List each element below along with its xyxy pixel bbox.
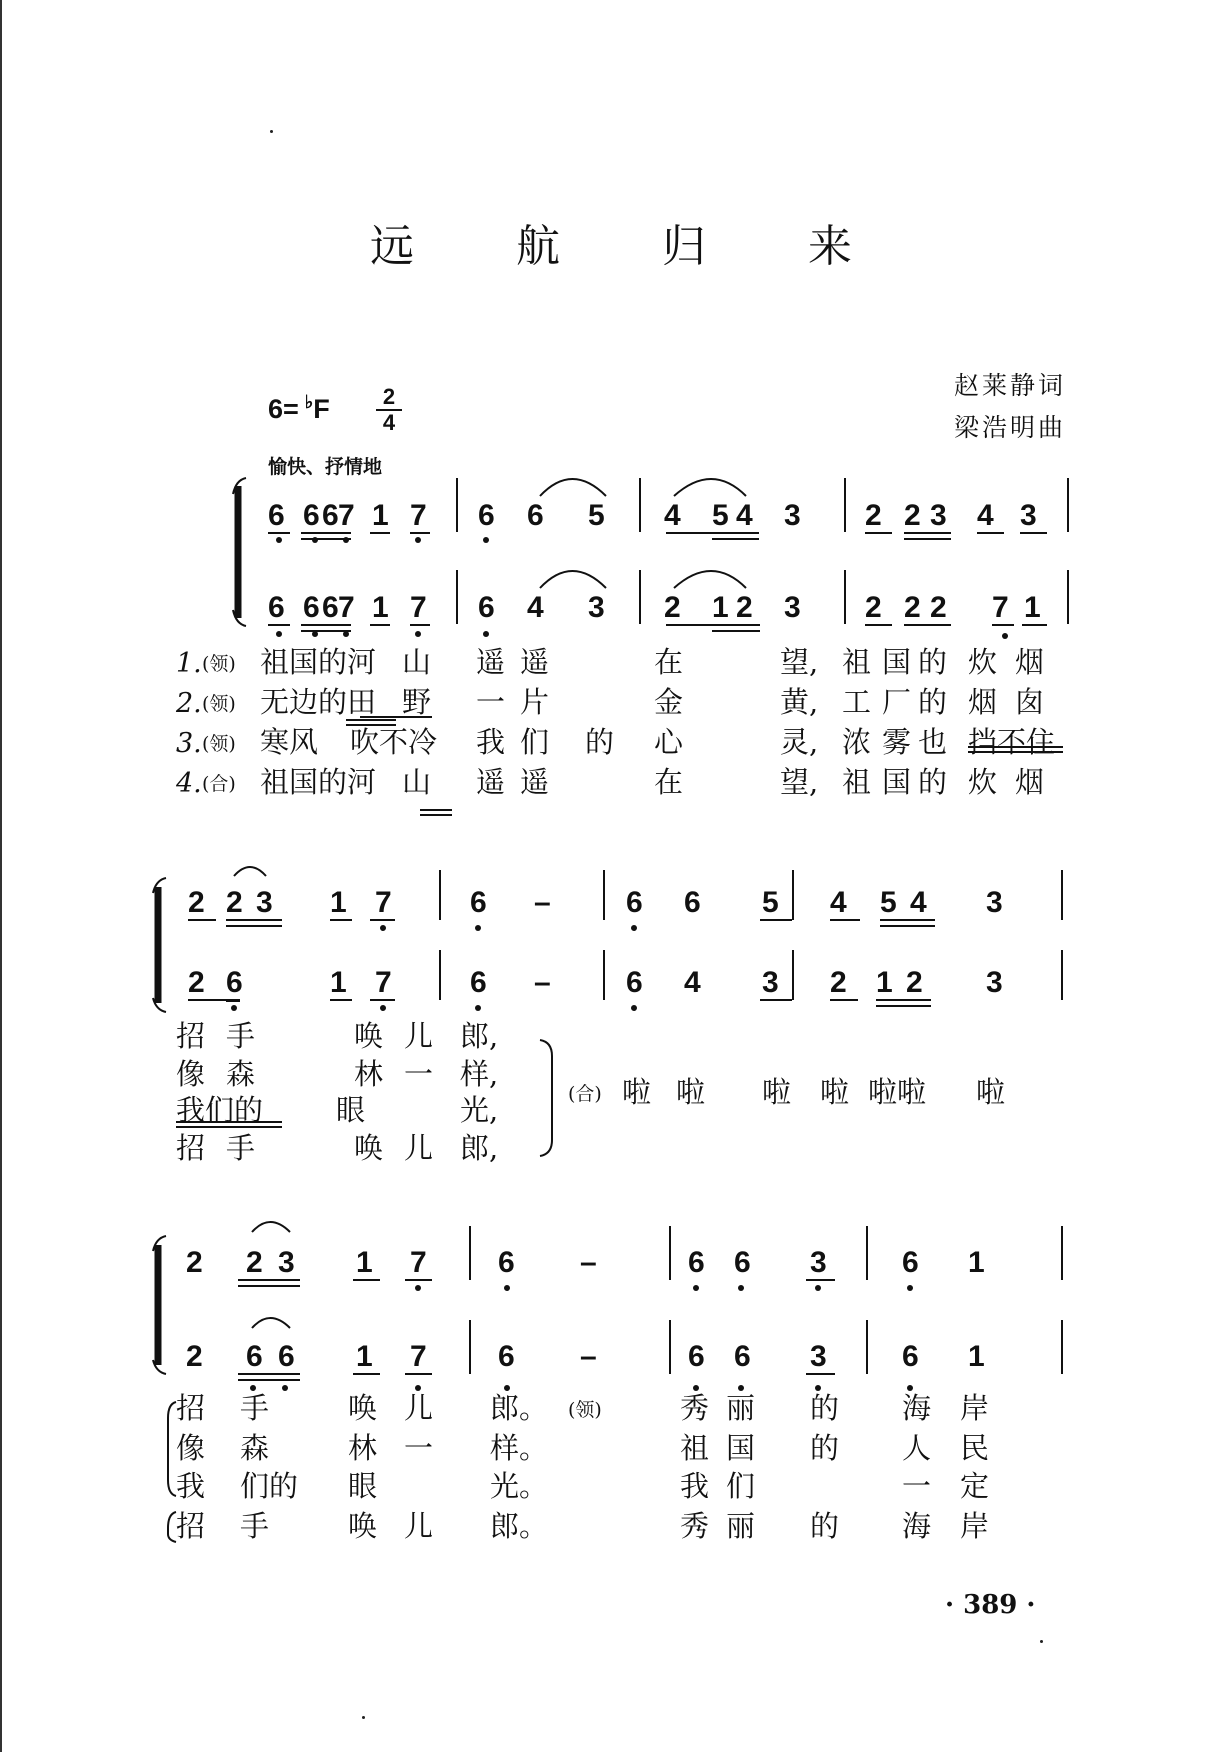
note: 2 [188,886,205,919]
note: 6 [478,591,495,624]
note: 1 [330,966,347,999]
note: 1 [1024,591,1041,624]
system-2-verse-2 [176,1057,498,1091]
note: 1 [330,886,347,919]
note: 6 [322,591,339,624]
lyricist-credit: 赵莱静词 [953,371,1066,400]
lyric-syllable: 遥 [476,765,506,799]
note: 1 [876,966,893,999]
system-3-verse-1 [176,1391,989,1425]
note: – [580,1246,597,1279]
system-2-lower-notes [188,966,1003,999]
lyric-syllable: 野 [402,685,432,719]
lyric-syllable: 挡不住 [968,725,1056,759]
lyric-syllable: 雾 [882,725,912,759]
note: 2 [736,591,753,624]
lyric-syllable: 3. [176,728,202,759]
note: 3 [930,499,947,532]
key-letter: F [313,394,330,424]
lyric-syllable: 光。 [490,1469,549,1503]
note: 6 [902,1246,919,1279]
lyric-syllable: 烟 [1015,645,1045,679]
lyric-syllable: 一 [476,685,506,719]
lyric-syllable: 森 [240,1431,270,1465]
system-2-verse-1 [176,1019,498,1053]
lyric-syllable: 眼 [348,1469,378,1503]
lyric-syllable: 定 [960,1469,990,1503]
tempo-marking: 愉快、抒情地 [268,456,383,478]
lyric-syllable: 儿 [404,1131,434,1165]
note: 5 [762,886,779,919]
page-number: · 389 · [945,1590,1036,1620]
note: 6 [688,1246,705,1279]
note: 4 [977,499,994,532]
lyric-syllable: 唤 [348,1391,378,1425]
lyric-syllable: 岸 [960,1391,990,1425]
system-3-lower-notes [186,1340,985,1373]
note: 2 [904,499,921,532]
system-2-slur [234,867,266,876]
lyric-syllable: 烟 [1015,765,1045,799]
lyric-syllable: 郎, [460,1131,499,1165]
note: 6 [268,499,285,532]
lyric-syllable: 炊 [968,645,998,679]
lyric-syllable: 样。 [490,1431,549,1465]
lyric-syllable: 海 [902,1509,932,1543]
system-1-brace [233,478,246,626]
system-2-beams [188,920,935,1006]
lyric-syllable: 儿 [404,1019,434,1053]
lyric-syllable: 林 [348,1431,378,1465]
lyric-syllable: 一 [404,1431,434,1465]
note: 6 [626,966,643,999]
system-1-verse-1 [176,645,1044,679]
lyric-syllable: 秀 [680,1391,710,1425]
lyric-syllable: 4. [176,768,202,799]
lyric-syllable: 唤 [348,1509,378,1543]
lyric-syllable: 光, [460,1093,499,1127]
note: 2 [865,591,882,624]
lyric-syllable: 无边的田 [260,685,377,719]
note: 6 [626,886,643,919]
lyric-syllable: 工 [842,685,872,719]
note: 3 [256,886,273,919]
note: 2 [930,591,947,624]
lyric-syllable: 祖 [842,765,872,799]
lyric-syllable: 遥 [520,765,550,799]
composer-credit: 梁浩明曲 [953,413,1066,442]
lyric-syllable: 民 [960,1431,990,1465]
lyric-syllable: 手 [240,1391,270,1425]
lyric-syllable: 厂 [882,685,912,719]
system-1-verse-3 [176,725,1055,759]
note: 6 [902,1340,919,1373]
note: 7 [338,591,355,624]
lyric-syllable: 森 [226,1057,256,1091]
lyric-syllable: 啦啦 [868,1075,927,1109]
lyric-syllable: 浓 [842,725,872,759]
lyric-syllable: 烟 [968,685,998,719]
note: 6 [322,499,339,532]
lyric-syllable: 丽 [726,1509,756,1543]
lyric-syllable: 1. [176,648,202,679]
system-3-verse-3 [176,1469,989,1503]
note: 1 [712,591,729,624]
lyric-syllable: 啦 [820,1075,850,1109]
lyric-syllable: 寒风 [260,725,319,759]
lyric-syllable: (领) [202,733,236,755]
lyric-syllable: 手 [240,1509,270,1543]
note: 4 [664,499,681,532]
lyric-syllable: 祖国的河 [260,645,377,679]
lyric-syllable: 一 [404,1057,434,1091]
lyric-syllable: 手 [226,1131,256,1165]
lyric-syllable: 们的 [240,1469,299,1503]
note: 3 [784,591,801,624]
note: – [534,966,551,999]
lyric-syllable: 招 [176,1509,206,1543]
lyric-syllable: 国 [726,1431,756,1465]
lyric-syllable: 国 [882,765,912,799]
note: 7 [410,499,427,532]
lyric-syllable: 样, [460,1057,499,1091]
note: 7 [410,1340,427,1373]
note: 2 [226,886,243,919]
note: – [580,1340,597,1373]
lyric-syllable: 山 [402,645,432,679]
note: 6 [734,1340,751,1373]
note: 6 [527,499,544,532]
note: 5 [712,499,729,532]
note: 2 [664,591,681,624]
lyric-syllable: 金 [654,685,684,719]
lyric-syllable: 的 [585,725,615,759]
lyric-syllable: 望, [780,765,819,799]
note: 7 [375,966,392,999]
lyric-syllable: 儿 [404,1391,434,1425]
lyric-syllable: 招 [176,1019,206,1053]
lyric-syllable: 海 [902,1391,932,1425]
lyric-syllable: 招 [176,1391,206,1425]
note: 6 [303,499,320,532]
lyric-syllable: 们 [520,725,550,759]
note: 6 [734,1246,751,1279]
lyric-syllable: 黄, [780,685,819,719]
note: 6 [470,886,487,919]
note: 6 [303,591,320,624]
note: 7 [375,886,392,919]
lyric-syllable: 2. [176,688,202,719]
note: 2 [246,1246,263,1279]
system-2-verse-3 [176,1093,498,1127]
lyric-syllable: 儿 [404,1509,434,1543]
note: 7 [338,499,355,532]
lyric-syllable: (合) [202,773,236,795]
note: 7 [410,1246,427,1279]
lyric-syllable: 望, [780,645,819,679]
lyric-syllable: (领) [202,693,236,715]
lyric-syllable: 祖 [842,645,872,679]
note: 3 [986,886,1003,919]
note: 3 [986,966,1003,999]
note: 1 [356,1340,373,1373]
note: 5 [588,499,605,532]
system-2-upper-notes [188,886,1003,919]
system-1-upper-notes [268,499,1037,532]
lyric-syllable: 也 [918,725,948,759]
system-1-verse-2 [175,685,1044,719]
lyric-syllable: 心 [654,725,684,759]
note: 5 [880,886,897,919]
lyric-syllable: 在 [654,765,684,799]
lyric-syllable: 丽 [726,1391,756,1425]
lyric-syllable: 郎, [460,1019,499,1053]
lyric-syllable: 唤 [354,1131,384,1165]
lyric-syllable: 唤 [354,1019,384,1053]
note: 2 [865,499,882,532]
note: 4 [830,886,847,919]
system-3-verse-2 [176,1431,989,1465]
time-numerator: 2 [382,384,396,409]
lyric-syllable: 郎。 [490,1509,549,1543]
lyric-syllable: 啦 [676,1075,706,1109]
lyric-syllable: 我 [680,1469,710,1503]
lyric-syllable: 像 [176,1431,206,1465]
note: 1 [372,591,389,624]
key-prefix: 6= [268,394,299,424]
note: – [534,886,551,919]
note: 1 [356,1246,373,1279]
note: 2 [186,1246,203,1279]
note: 1 [968,1340,985,1373]
lyric-syllable: 一 [902,1469,932,1503]
lyric-syllable: 们 [726,1469,756,1503]
lyric-syllable: 片 [520,685,550,719]
system-3-brace [153,1236,166,1374]
lyric-syllable: 我 [176,1469,206,1503]
note: 2 [188,966,205,999]
system-1-lower-notes [268,591,1041,624]
lyric-syllable: 眼 [336,1093,366,1127]
lyric-syllable: 山 [402,765,432,799]
note: 2 [904,591,921,624]
lyric-syllable: (领) [568,1399,602,1421]
lyric-syllable: 国 [882,645,912,679]
note: 6 [278,1340,295,1373]
note: 6 [268,591,285,624]
lyric-syllable: 祖 [680,1431,710,1465]
song-title: 远 航 归 来 [370,221,896,272]
lyric-syllable: 炊 [968,765,998,799]
note: 1 [372,499,389,532]
system-2-verse-4 [176,1131,498,1165]
note: 4 [527,591,544,624]
flat-sign: ♭ [304,392,314,412]
lyric-syllable: 的 [810,1391,840,1425]
lyric-syllable: 的 [918,685,948,719]
lyric-syllable: 啦 [976,1075,1006,1109]
lyric-syllable: 人 [902,1431,932,1465]
note: 2 [830,966,847,999]
note: 3 [784,499,801,532]
lyric-syllable: 招 [176,1131,206,1165]
lyric-syllable: 灵, [780,725,819,759]
lyric-syllable: 的 [810,1431,840,1465]
lyric-syllable: 的 [918,765,948,799]
lyric-syllable: (合) [568,1083,602,1105]
note: 3 [278,1246,295,1279]
note: 7 [992,591,1009,624]
lyric-syllable: 在 [654,645,684,679]
lyric-syllable: 的 [810,1509,840,1543]
system-3-verse-4 [176,1509,989,1543]
lyric-syllable: 像 [176,1057,206,1091]
time-denominator: 4 [382,410,396,435]
note: 6 [478,499,495,532]
lyric-syllable: 我们的 [176,1093,264,1127]
lyric-syllable: 囱 [1015,685,1045,719]
note: 6 [684,886,701,919]
note: 3 [588,591,605,624]
note: 4 [910,886,927,919]
lyric-syllable: 手 [226,1019,256,1053]
note: 6 [246,1340,263,1373]
lyric-syllable: 我 [476,725,506,759]
note: 1 [968,1246,985,1279]
note: 3 [810,1246,827,1279]
note: 7 [410,591,427,624]
lyric-syllable: 林 [354,1057,384,1091]
lyric-syllable: 秀 [680,1509,710,1543]
note: 3 [1020,499,1037,532]
lyric-syllable: 郎。 [490,1391,549,1425]
lyric-syllable: 啦 [762,1075,792,1109]
lyric-syllable: 遥 [520,645,550,679]
note: 2 [906,966,923,999]
system-2-chorus [568,1075,1005,1109]
note: 4 [736,499,753,532]
lyric-syllable: 吹不冷 [350,725,438,759]
system-1-lyric-underlines [346,717,1063,815]
system-2-brace [153,878,166,1012]
lyric-syllable: 祖国的河 [260,765,377,799]
note: 4 [684,966,701,999]
lyric-syllable: (领) [202,653,236,675]
note: 6 [688,1340,705,1373]
note: 6 [226,966,243,999]
note: 3 [762,966,779,999]
note: 2 [186,1340,203,1373]
note: 3 [810,1340,827,1373]
system-3-lyric-brace [168,1402,176,1542]
system-1-verse-4 [175,765,1044,799]
lyric-syllable: 岸 [960,1509,990,1543]
lyric-syllable: 遥 [476,645,506,679]
note: 6 [470,966,487,999]
system-3-upper-notes [186,1246,985,1279]
note: 6 [498,1340,515,1373]
note: 6 [498,1246,515,1279]
lyric-syllable: 的 [918,645,948,679]
lyric-syllable: 啦 [622,1075,652,1109]
